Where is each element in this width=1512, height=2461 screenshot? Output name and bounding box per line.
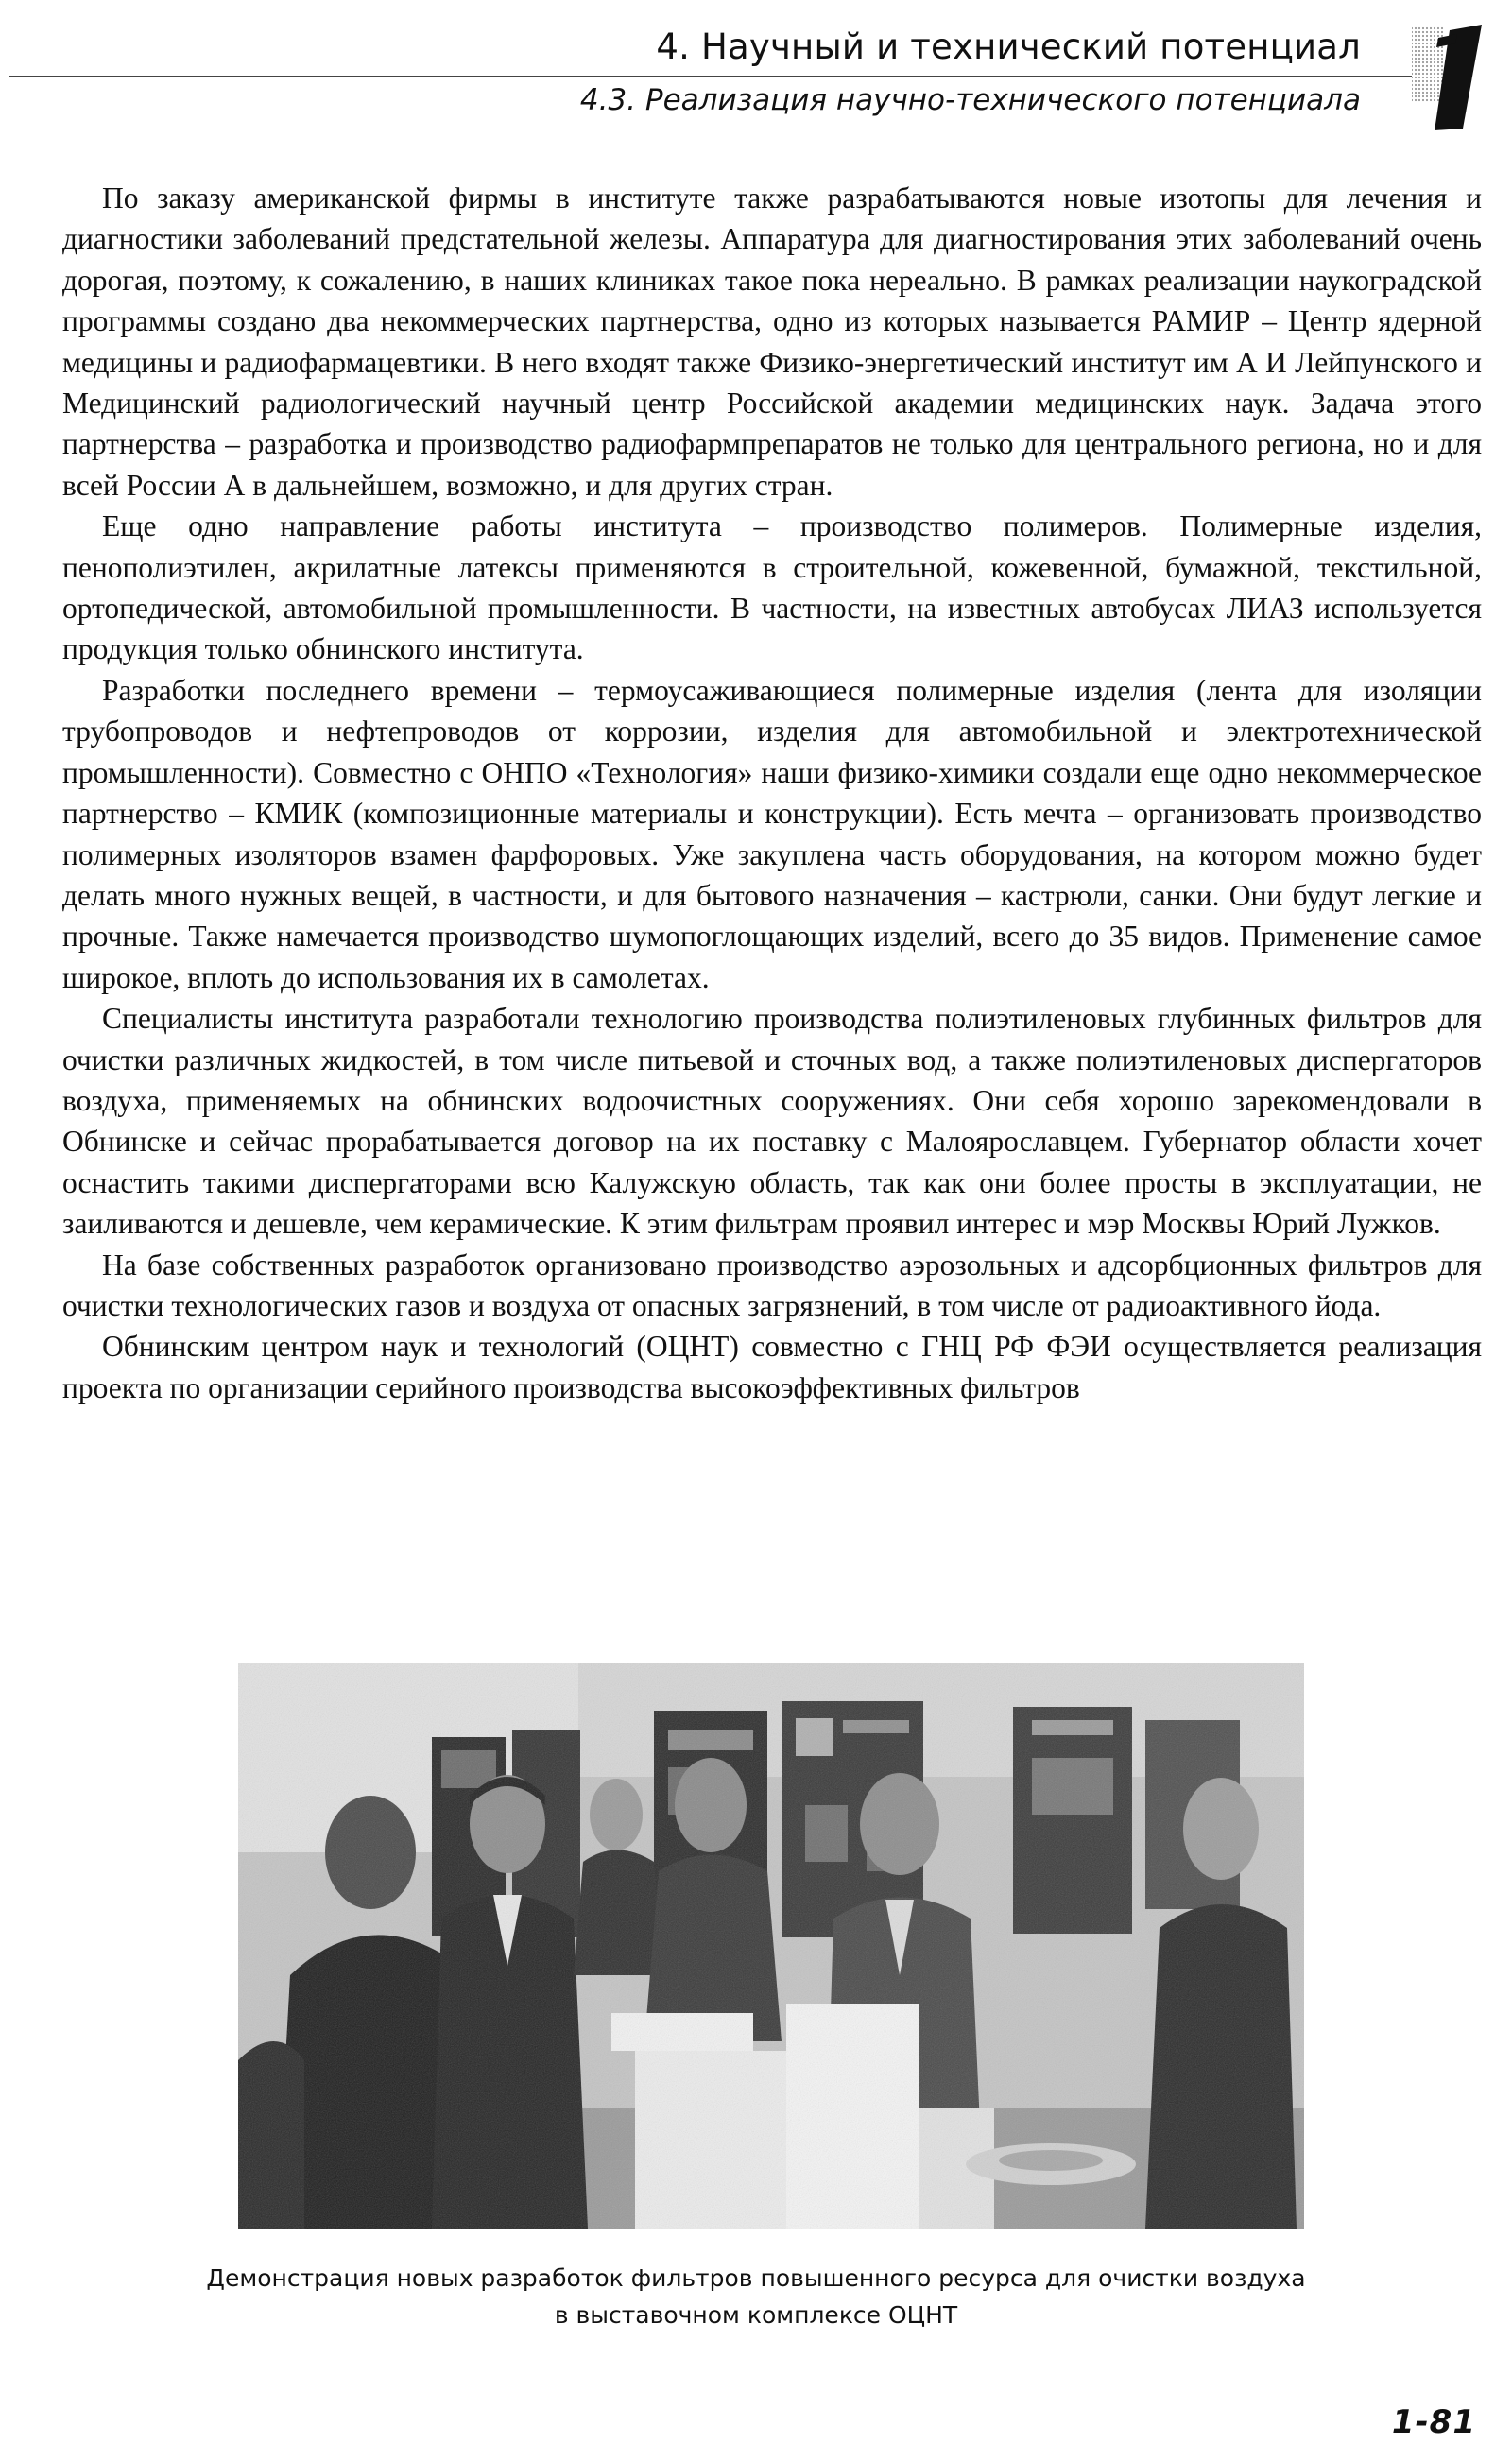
chapter-title: 4. Научный и технический потенциал xyxy=(656,26,1361,67)
paragraph: Обнинским центром наук и технологий (ОЦНТ) совместно с ГНЦ РФ ФЭИ осуществляется реализация проекта по организации серийного производства высокоэффективных фильтров xyxy=(62,1330,1482,1404)
section-title: 4.3. Реализация научно-технического потенциала xyxy=(579,83,1361,117)
page-number: 1-81 xyxy=(1391,2403,1476,2441)
exhibition-photo xyxy=(238,1663,1304,2229)
paragraph: Еще одно направление работы института – производство полимеров. Полимерные изделия, пенополиэтилен, акрилатные латексы применяются в строительной, кожевенной, бумажной, текстильной, ортопедической, автомобильной промышленности. В частности, на известных автобусах ЛИАЗ используется продукция только обнинского института. xyxy=(62,509,1482,666)
header-rule xyxy=(9,76,1451,77)
paragraph: На базе собственных разработок организовано производство аэрозольных и адсорбционных фильтров для очистки технологических газов и воздуха от опасных загрязнений, в том числе от радиоактивного йода. xyxy=(62,1248,1482,1322)
chapter-marker-icon xyxy=(1406,23,1484,132)
paragraph: Разработки последнего времени – термоусаживающиеся полимерные изделия (лента для изоляции трубопроводов и нефтепроводов от коррозии, изделия для автомобильной и электротехнической промышленности). Совместно с ОНПО «Технология» наши физико-химики создали еще одно некоммерческое партнерство – КМИК (композиционные материалы и конструкции). Есть мечта – организовать производство полимерных изоляторов взамен фарфоровых. Уже закуплена часть оборудования, на котором можно будет делать много нужных вещей, в частности, и для бытового назначения – кастрюли, санки. Они будут легкие и прочные. Также намечается производство шумопоглощающих изделий, всего до 35 видов. Применение самое широкое, вплоть до использования их в самолетах. xyxy=(62,673,1482,994)
paragraph: По заказу американской фирмы в институте также разрабатываются новые изотопы для лечения и диагностики заболеваний предстательной железы. Аппаратура для диагностирования этих заболеваний очень дорогая, поэтому, к сожалению, в наших клиниках такое пока нереально. В рамках реализации наукоградской программы создано два некоммерческих партнерства, одно из которых называется РАМИР – Центр ядерной медицины и радиофармацевтики. В него входят также Физико-энергетический институт им А И Лейпунского и Медицинский радиологический научный центр Российской академии медицинских наук. Задача этого партнерства – разработка и производство радиофармпрепаратов не только для центрального региона, но и для всей России А в дальнейшем, возможно, и для других стран. xyxy=(62,181,1482,502)
paragraph: Специалисты института разработали технологию производства полиэтиленовых глубинных фильтров для очистки различных жидкостей, в том числе питьевой и сточных вод, а также полиэтиленовых диспергаторов воздуха, применяемых на обнинских водоочистных сооружениях. Они себя хорошо зарекомендовали в Обнинске и сейчас прорабатывается договор на их поставку с Малоярославцем. Губернатор области хочет оснастить такими диспергаторами всю Калужскую область, так как они более просты в эксплуатации, не заиливаются и дешевле, чем керамические. К этим фильтрам проявил интерес и мэр Москвы Юрий Лужков. xyxy=(62,1002,1482,1241)
article-body xyxy=(62,178,1482,1408)
running-header xyxy=(0,0,1512,142)
caption-line: в выставочном комплексе ОЦНТ xyxy=(554,2301,958,2329)
caption-line: Демонстрация новых разработок фильтров повышенного ресурса для очистки воздуха xyxy=(206,2264,1306,2292)
figure-caption xyxy=(94,2260,1418,2333)
